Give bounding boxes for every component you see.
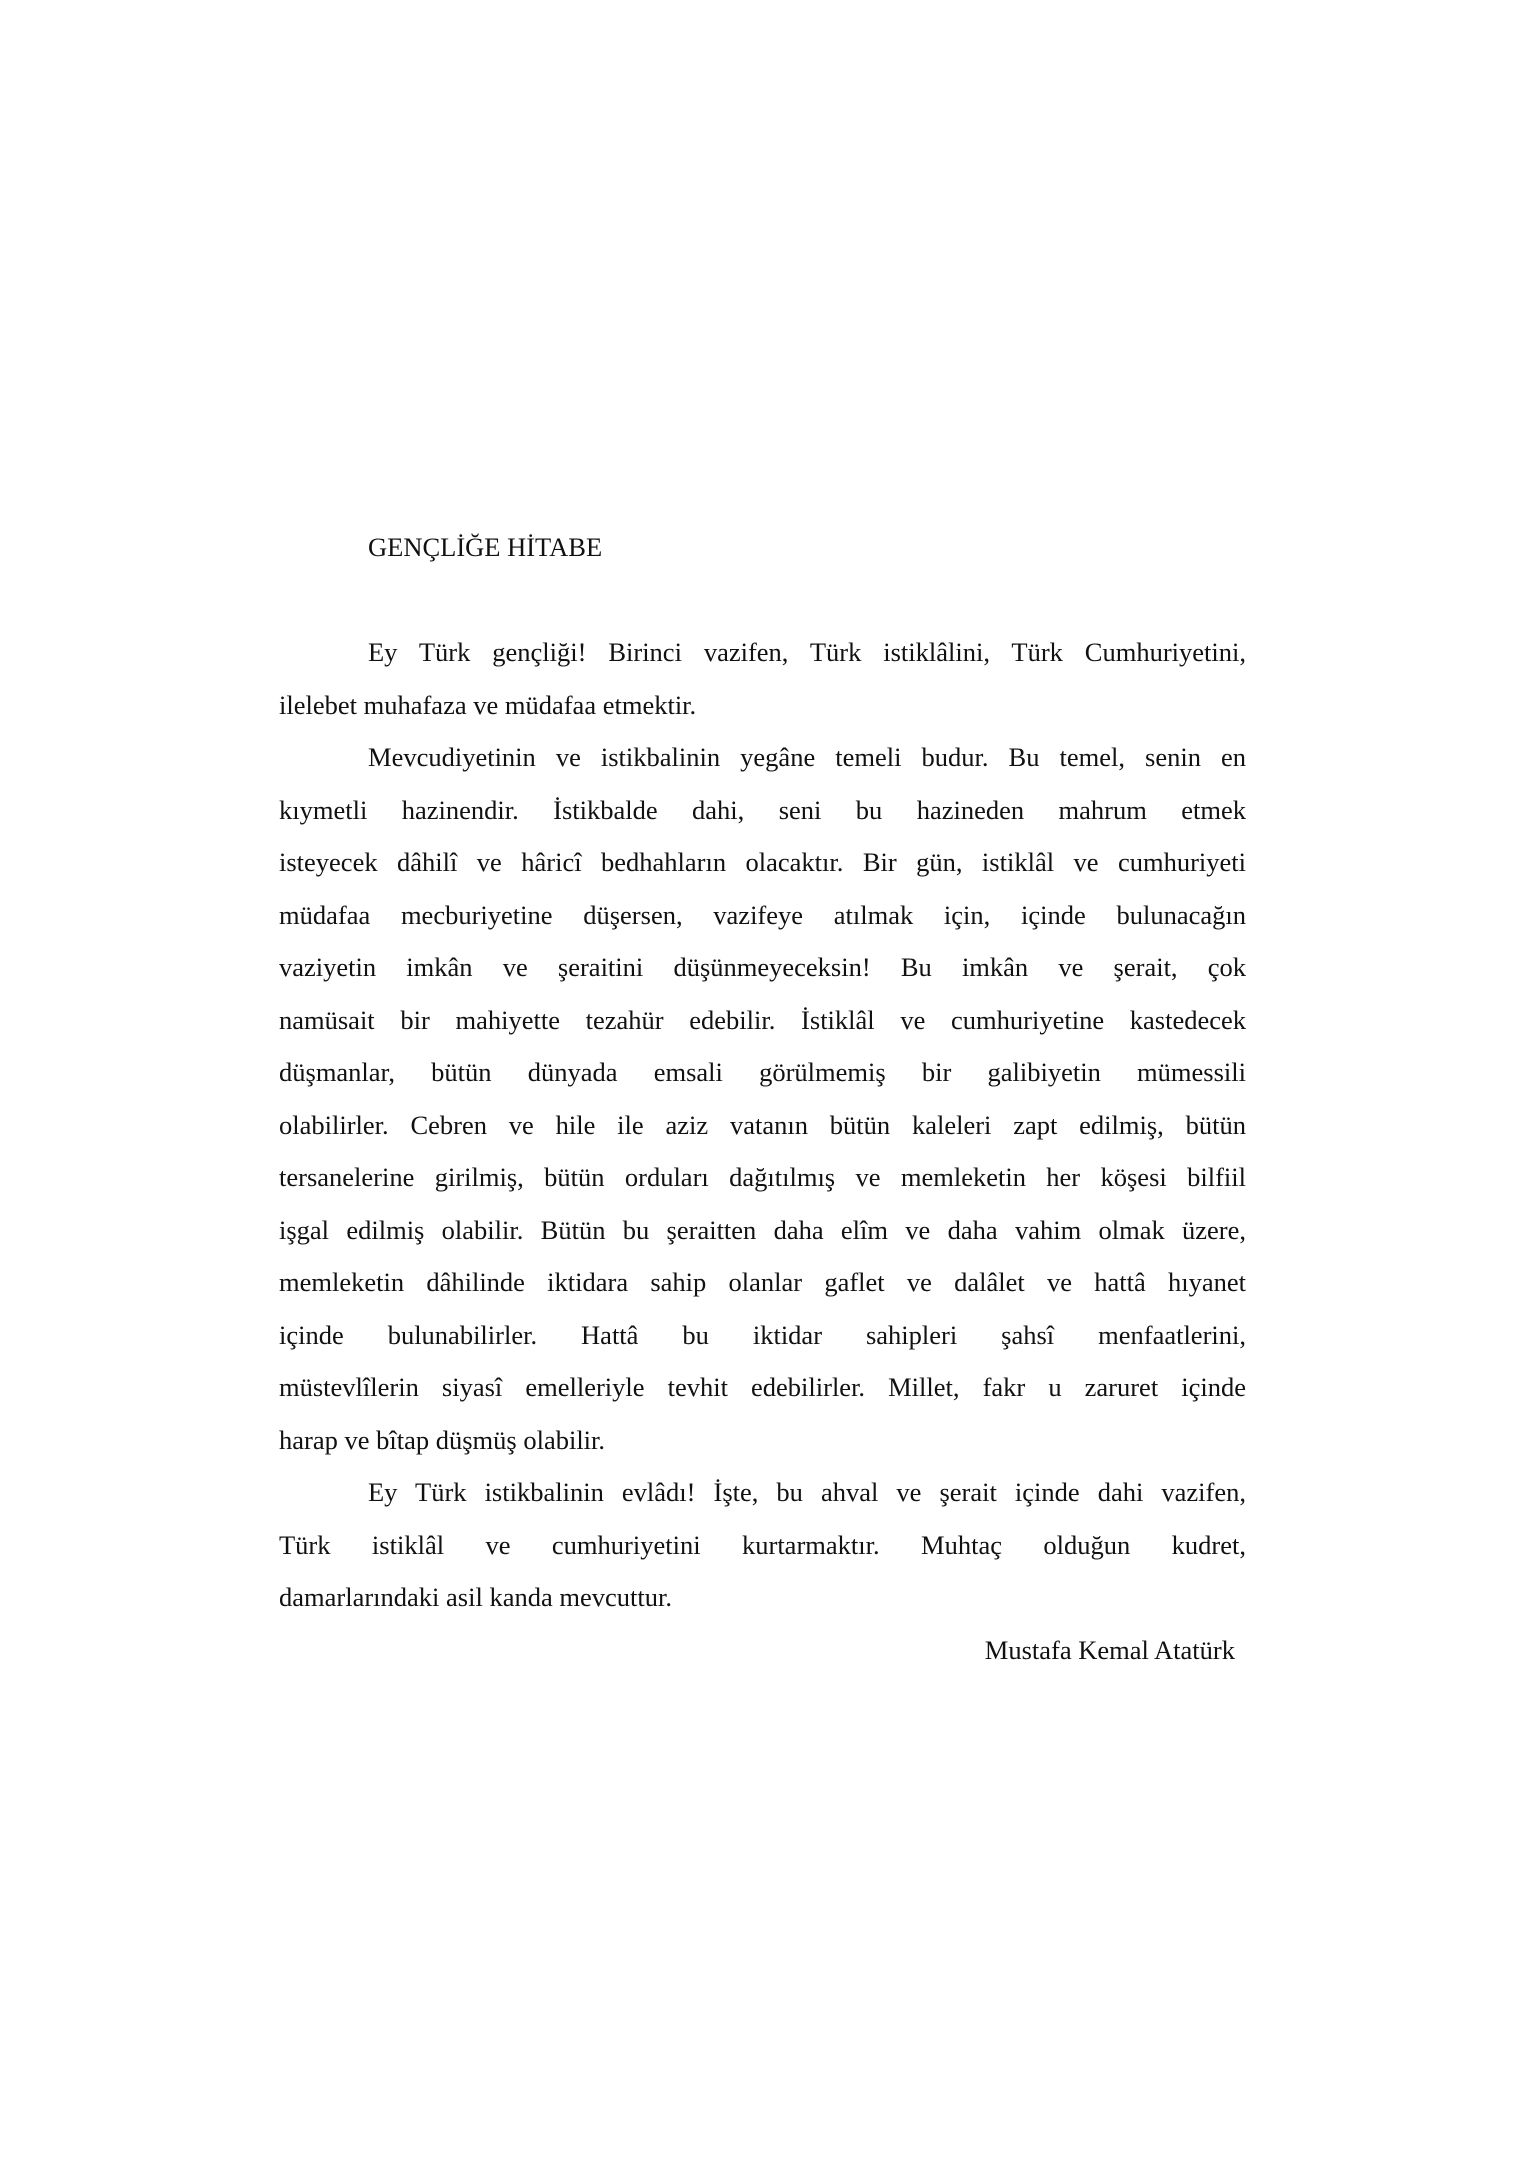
text-line: kıymetli hazinendir. İstikbalde dahi, seni bu hazineden mahrum etmek bbox=[279, 794, 1246, 825]
paragraph bbox=[279, 626, 1246, 731]
signature: Mustafa Kemal Atatürk bbox=[984, 1634, 1235, 1665]
document-body bbox=[279, 626, 1246, 1624]
text-line: memleketin dâhilinde iktidara sahip olanlar gaflet ve dalâlet ve hattâ hıyanet bbox=[279, 1267, 1246, 1297]
document-page bbox=[279, 521, 1246, 1676]
text-line: içinde bulunabilirler. Hattâ bu iktidar sahipleri şahsî menfaatlerini, bbox=[279, 1319, 1246, 1350]
text-line: Ey Türk gençliği! Birinci vazifen, Türk istiklâlini, Türk Cumhuriyetini, bbox=[368, 637, 1246, 667]
text-line: damarlarındaki asil kanda mevcuttur. bbox=[279, 1582, 672, 1612]
text-line: vaziyetin imkân ve şeraitini düşünmeyeceksin! Bu imkân ve şerait, çok bbox=[279, 952, 1246, 982]
text-line: müstevlîlerin siyasî emelleriyle tevhit edebilirler. Millet, fakr u zaruret içinde bbox=[279, 1372, 1246, 1402]
text-line: işgal edilmiş olabilir. Bütün bu şeraitten daha elîm ve daha vahim olmak üzere, bbox=[279, 1214, 1246, 1245]
text-line: Türk istiklâl ve cumhuriyetini kurtarmaktır. Muhtaç olduğun kudret, bbox=[279, 1529, 1246, 1560]
text-line: Mevcudiyetinin ve istikbalinin yegâne temeli budur. Bu temel, senin en bbox=[368, 742, 1246, 772]
text-line: isteyecek dâhilî ve hâricî bedhahların olacaktır. Bir gün, istiklâl ve cumhuriyeti bbox=[279, 847, 1246, 877]
text-line: müdafaa mecburiyetine düşersen, vazifeye atılmak için, içinde bulunacağın bbox=[279, 899, 1246, 930]
text-line: ilelebet muhafaza ve müdafaa etmektir. bbox=[279, 689, 697, 720]
text-line: harap ve bîtap düşmüş olabilir. bbox=[279, 1424, 606, 1455]
text-line: düşmanlar, bütün dünyada emsali görülmemiş bir galibiyetin mümessili bbox=[279, 1057, 1246, 1087]
text-line: Ey Türk istikbalinin evlâdı! İşte, bu ahval ve şerait içinde dahi vazifen, bbox=[368, 1477, 1246, 1507]
text-line: namüsait bir mahiyette tezahür edebilir. İstiklâl ve cumhuriyetine kastedecek bbox=[279, 1004, 1246, 1035]
paragraph bbox=[279, 731, 1246, 1466]
blank-line bbox=[279, 574, 1246, 627]
text-line: tersanelerine girilmiş, bütün orduları dağıtılmış ve memleketin her köşesi bilfiil bbox=[279, 1162, 1246, 1192]
paragraph bbox=[279, 1466, 1246, 1624]
document-title: GENÇLİĞE HİTABE bbox=[368, 532, 603, 562]
text-line: olabilirler. Cebren ve hile ile aziz vatanın bütün kaleleri zapt edilmiş, bütün bbox=[279, 1109, 1246, 1140]
